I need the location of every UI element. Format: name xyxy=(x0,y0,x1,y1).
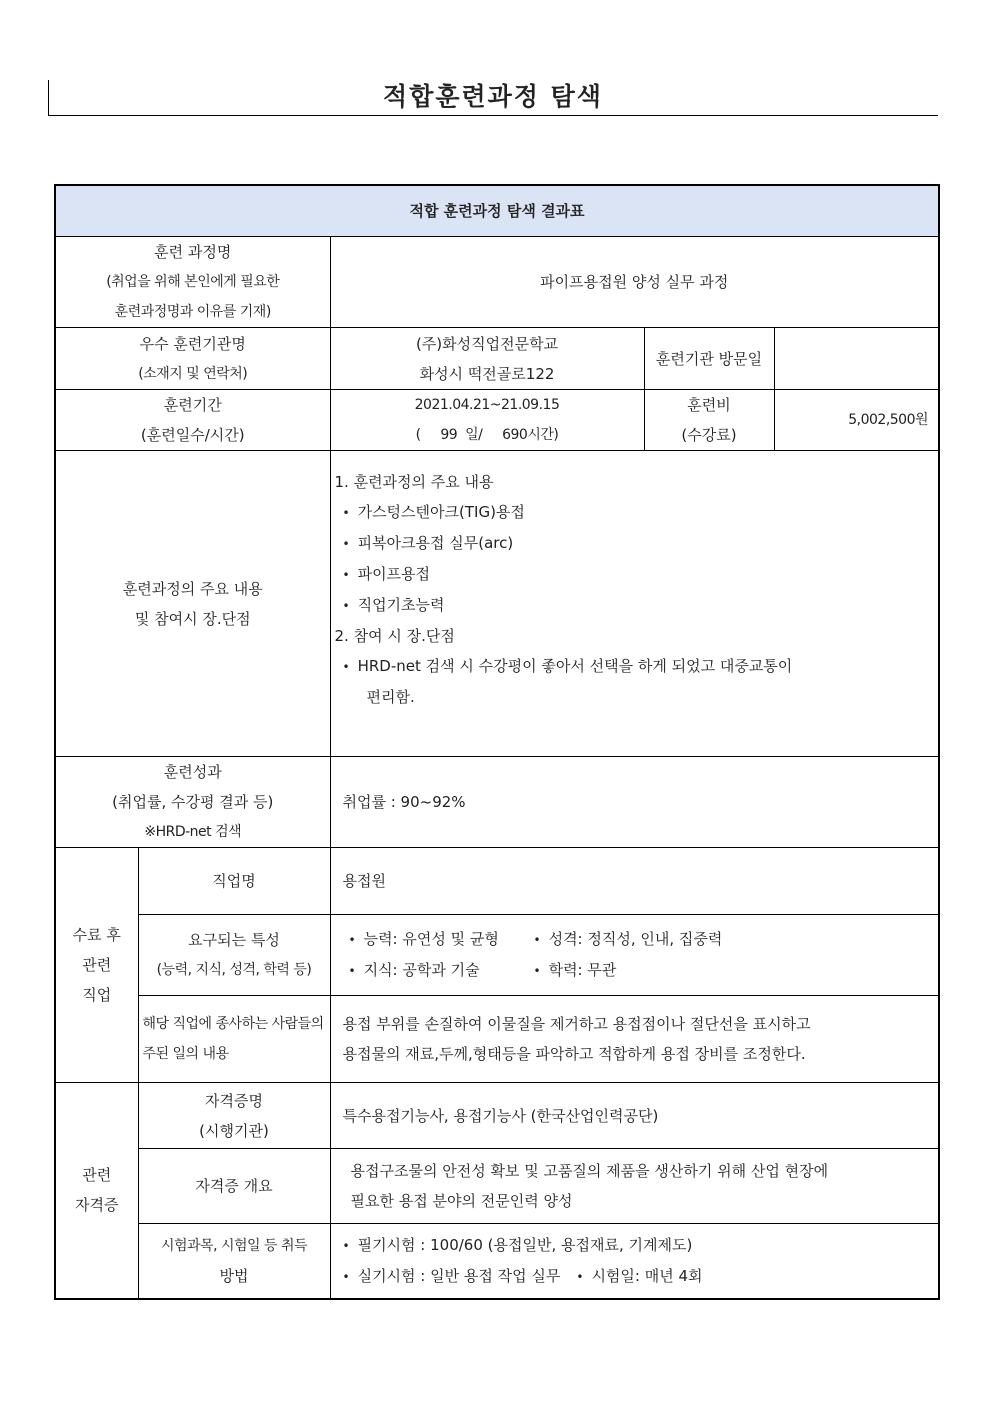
course-label: 훈련 과정명 (취업을 위해 본인에게 필요한 훈련과정명과 이유를 기재) xyxy=(55,237,330,328)
result-table xyxy=(54,184,940,1300)
job-traits-value xyxy=(330,915,939,996)
title-block xyxy=(48,80,938,116)
cert-name-value: 특수용접기능사, 용접기능사 (한국산업인력공단) xyxy=(330,1083,939,1149)
period-label: 훈련기간 (훈련일수/시간) xyxy=(55,390,330,451)
visit-label: 훈련기관 방문일 xyxy=(644,328,774,390)
exam-practical: • 실기시험 : 일반 용접 작업 실무 xyxy=(343,1261,561,1292)
job-traits-label: 요구되는 특성 (능력, 지식, 성격, 학력 등) xyxy=(138,915,330,996)
page-title: 적합훈련과정 탐색 xyxy=(383,82,603,111)
job-name-label: 직업명 xyxy=(138,848,330,915)
content-pros-cons: • HRD-net 검색 시 수강평이 좋아서 선택을 하게 되었고 대중교통이 xyxy=(343,651,939,682)
fee-value: 5,002,500원 xyxy=(774,390,939,451)
content-item: • 가스텅스텐아크(TIG)용접 xyxy=(343,497,939,528)
fee-label: 훈련비 (수강료) xyxy=(644,390,774,451)
content-item: • 직업기초능력 xyxy=(343,590,939,621)
trait-personality: • 성격: 정직성, 인내, 집중력 xyxy=(534,924,723,955)
period-value xyxy=(330,390,644,451)
trait-knowledge: • 지식: 공학과 기술 xyxy=(349,955,534,986)
outcome-value: 취업률 : 90~92% xyxy=(330,757,939,848)
content-pros-cons-cont: 편리함. xyxy=(366,688,415,706)
institution-label: 우수 훈련기관명 (소재지 및 연락처) xyxy=(55,328,330,390)
trait-ability: • 능력: 유연성 및 균형 xyxy=(349,924,534,955)
institution-name: (주)화성직업전문학교 xyxy=(415,334,559,353)
title-underline xyxy=(48,115,938,116)
table-title: 적합 훈련과정 탐색 결과표 xyxy=(55,185,939,237)
content-label: 훈련과정의 주요 내용 및 참여시 장.단점 xyxy=(55,451,330,757)
outcome-label: 훈련성과 (취업률, 수강평 결과 등) ※HRD-net 검색 xyxy=(55,757,330,848)
content-item: • 피복아크용접 실무(arc) xyxy=(343,528,939,559)
job-group-label: 수료 후 관련 직업 xyxy=(55,848,138,1083)
content-value xyxy=(330,451,939,757)
content-heading-2: 2. 참여 시 장.단점 xyxy=(334,627,455,645)
cert-overview-label: 자격증 개요 xyxy=(138,1149,330,1224)
content-heading-1: 1. 훈련과정의 주요 내용 xyxy=(334,473,494,491)
job-name-value: 용접원 xyxy=(330,848,939,915)
course-value: 파이프용접원 양성 실무 과정 xyxy=(330,237,939,328)
institution-value xyxy=(330,328,644,390)
cert-exam-label: 시험과목, 시험일 등 취득 방법 xyxy=(138,1224,330,1299)
content-item: • 파이프용접 xyxy=(343,559,939,590)
cert-exam-value xyxy=(330,1224,939,1299)
period-duration: ( 99 일/ 690시간) xyxy=(415,427,559,443)
visit-value xyxy=(774,328,939,390)
period-dates: 2021.04.21~21.09.15 xyxy=(414,397,560,413)
cert-group-label: 관련 자격증 xyxy=(55,1083,138,1299)
exam-written: • 필기시험 : 100/60 (용접일반, 용접재료, 기계제도) xyxy=(343,1230,939,1261)
exam-date: • 시험일: 매년 4회 xyxy=(576,1261,702,1292)
institution-address: 화성시 떡전골로122 xyxy=(419,364,555,383)
trait-education: • 학력: 무관 xyxy=(534,955,617,986)
cert-overview-value: 용접구조물의 안전성 확보 및 고품질의 제품을 생산하기 위해 산업 현장에 필요한 용접 분야의 전문인력 양성 xyxy=(330,1149,939,1224)
cert-name-label: 자격증명 (시행기관) xyxy=(138,1083,330,1149)
job-duties-value: 용접 부위를 손질하여 이물질을 제거하고 용접점이나 절단선을 표시하고 용접물의 재료,두께,형태등을 파악하고 적합하게 용접 장비를 조정한다. xyxy=(330,996,939,1083)
job-duties-label: 해당 직업에 종사하는 사람들의 주된 일의 내용 xyxy=(138,996,330,1083)
